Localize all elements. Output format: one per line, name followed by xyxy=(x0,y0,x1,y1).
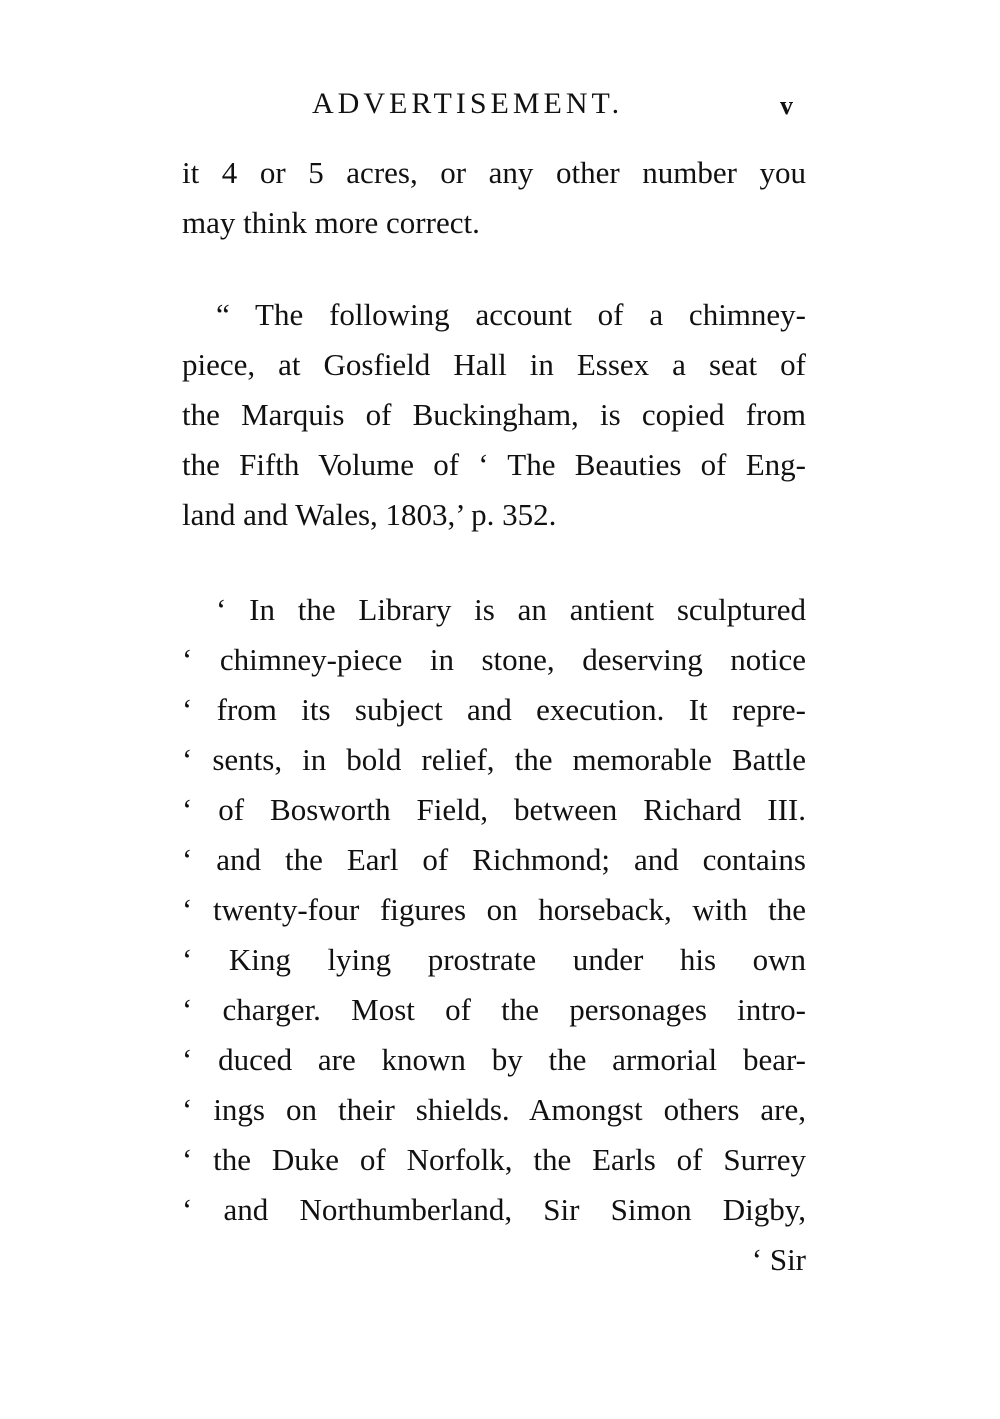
text-line: “ The following account of a chimney- xyxy=(216,297,806,332)
text-line: land and Wales, 1803,’ p. 352. xyxy=(182,497,557,532)
text-line: ‘ the Duke of Norfolk, the Earls of Surrey xyxy=(182,1142,806,1177)
text-line: piece, at Gosfield Hall in Essex a seat of xyxy=(182,347,806,382)
text-line: ‘ twenty-four figures on horseback, with the xyxy=(182,892,806,927)
text-line: ‘ and Northumberland, Sir Simon Digby, xyxy=(182,1192,806,1227)
text-line: ‘ of Bosworth Field, between Richard III. xyxy=(182,792,806,827)
text-line: the Marquis of Buckingham, is copied from xyxy=(182,397,806,432)
text-line: ‘ sents, in bold relief, the memorable Battle xyxy=(182,742,806,777)
text-line: ‘ ings on their shields. Amongst others are, xyxy=(182,1092,806,1127)
page-number: v xyxy=(780,91,793,120)
running-title: ADVERTISEMENT. xyxy=(312,87,624,120)
text-line: ‘ In the Library is an antient sculptured xyxy=(216,592,806,627)
running-header xyxy=(0,82,1000,126)
text-line: ‘ chimney-piece in stone, deserving notice xyxy=(182,642,806,677)
text-line: it 4 or 5 acres, or any other number you xyxy=(182,155,806,190)
text-line: ‘ King lying prostrate under his own xyxy=(182,942,806,977)
catchword: ‘ Sir xyxy=(751,1242,806,1277)
text-line: ‘ from its subject and execution. It repre- xyxy=(182,692,806,727)
text-line: may think more correct. xyxy=(182,205,480,240)
text-line: ‘ charger. Most of the personages intro- xyxy=(182,992,806,1027)
text-line: ‘ and the Earl of Richmond; and contains xyxy=(182,842,806,877)
text-line: ‘ duced are known by the armorial bear- xyxy=(182,1042,806,1077)
text-line: the Fifth Volume of ‘ The Beauties of Eng- xyxy=(182,447,806,482)
